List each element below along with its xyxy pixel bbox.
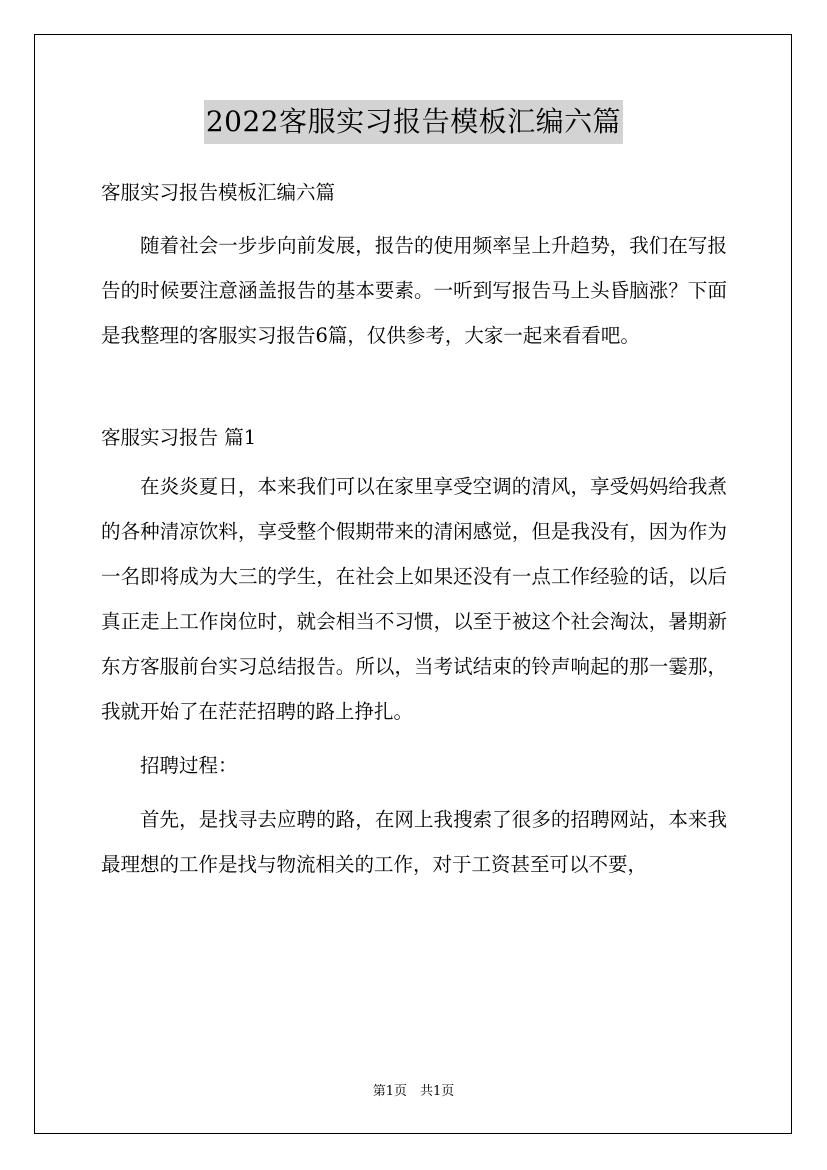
intro-paragraph: 随着社会一步步向前发展，报告的使用频率呈上升趋势，我们在写报告的时候要注意涵盖报告的基本要素。一听到写报告马上头昏脑涨？下面是我整理的客服实习报告6篇，仅供参考，大家一起来看看吧。 (101, 234, 727, 347)
title-container (0, 100, 827, 144)
body-paragraph: 首先，是找寻去应聘的路，在网上我搜索了很多的招聘网站，本来我最理想的工作是找与物流相关的工作，对于工资甚至可以不要， (101, 808, 727, 876)
section-heading: 客服实习报告 篇1 (101, 426, 257, 449)
page-footer: 第1页 共1页 (372, 1084, 455, 1099)
document-body (101, 173, 727, 887)
document-title: 2022客服实习报告模板汇编六篇 (204, 100, 623, 144)
body-paragraph: 在炎炎夏日，本来我们可以在家里享受空调的清风，享受妈妈给我煮的各种清凉饮料，享受整个假期带来的清闲感觉，但是我没有，因为作为一名即将成为大三的学生，在社会上如果还没有一点工作经验的话，以后真正走上工作岗位时，就会相当不习惯，以至于被这个社会淘汰，暑期新东方客服前台实习总结报告。所以，当考试结束的铃声响起的那一霎那，我就开始了在茫茫招聘的路上挣扎。 (101, 475, 727, 723)
body-paragraph: 招聘过程： (140, 754, 238, 777)
section-spacer (101, 358, 727, 418)
document-subtitle: 客服实习报告模板汇编六篇 (101, 181, 336, 204)
